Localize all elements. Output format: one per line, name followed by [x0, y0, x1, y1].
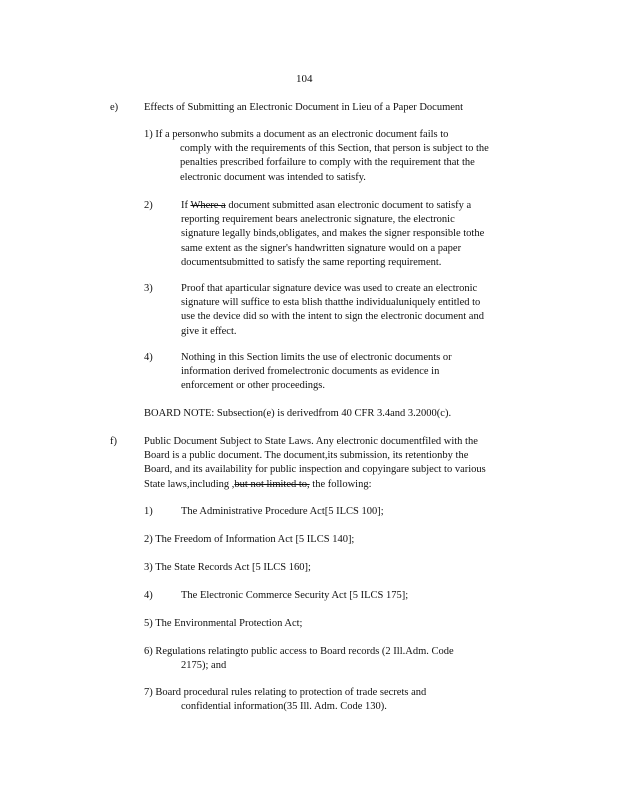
- section-e-item-2-number: 2): [144, 200, 153, 211]
- item-line: signature legally binds,obligates, and makes the signer responsible tothe: [181, 228, 485, 240]
- intro-line-part: State laws,including ,: [144, 478, 235, 490]
- page-number: 104: [296, 73, 313, 85]
- section-f-item-3: [144, 561, 311, 575]
- item-line: comply with the requirements of this Section, that person is subject to the: [180, 143, 489, 155]
- section-f-item-4-number: 4): [144, 590, 153, 601]
- item-line: 2175); and: [181, 660, 227, 672]
- item-line: documentsubmitted to satisfy the same reporting requirement.: [181, 256, 442, 268]
- section-e-item-3: [181, 282, 526, 339]
- intro-line: Public Document Subject to State Laws. Any electronic documentfiled with the: [144, 436, 478, 447]
- section-e-item-4-number: 4): [144, 352, 153, 363]
- item-number: 3): [144, 562, 153, 573]
- struck-text: but not limited to,: [234, 478, 310, 490]
- section-e-item-4: [181, 351, 501, 394]
- item-line: The Freedom of Information Act [5 ILCS 140];: [155, 534, 355, 545]
- section-f-item-1: The Administrative Procedure Act[5 ILCS 100];: [181, 506, 384, 517]
- item-line: penalties prescribed forfailure to comply with the requirement that the: [180, 157, 475, 169]
- item-line-part: If: [181, 200, 191, 211]
- section-f-item-2: [144, 533, 354, 547]
- intro-line-part: the following:: [309, 478, 372, 490]
- section-f-item-4: The Electronic Commerce Security Act [5 ILCS 175];: [181, 590, 409, 601]
- section-f-item-1-number: 1): [144, 506, 153, 517]
- item-line-part: document submitted asan electronic document to satisfy a: [225, 200, 472, 211]
- section-e-item-3-number: 3): [144, 283, 153, 294]
- item-number: 5): [144, 618, 153, 629]
- section-e-heading: Effects of Submitting an Electronic Document in Lieu of a Paper Document: [144, 102, 464, 113]
- item-line: The Environmental Protection Act;: [155, 618, 303, 629]
- intro-line: Board is a public document. The document,its submission, its retentionby the: [144, 450, 469, 462]
- item-line: give it effect.: [181, 325, 237, 337]
- item-line: same extent as the signer's handwritten signature would on a paper: [181, 242, 462, 254]
- item-number: 7): [144, 687, 153, 698]
- item-line: signature will suffice to esta blish thatthe individualuniquely entitled to: [181, 297, 481, 309]
- section-f-label: f): [110, 436, 117, 447]
- section-e-label: e): [110, 102, 119, 113]
- section-f-item-7: [144, 686, 504, 714]
- item-number: 6): [144, 646, 153, 657]
- item-line: Regulations relatingto public access to Board records (2 Ill.Adm. Code: [155, 646, 454, 657]
- item-line: enforcement or other proceedings.: [181, 380, 326, 392]
- item-number: 2): [144, 534, 153, 545]
- section-e-item-1: [144, 128, 536, 185]
- item-line: If a personwho submits a document as an electronic document fails to: [155, 129, 449, 140]
- intro-line: Board, and its availability for public inspection and copyingare subject to various: [144, 464, 486, 476]
- item-line: Nothing in this Section limits the use of electronic documents or: [181, 352, 452, 363]
- struck-text: Where a: [190, 200, 226, 211]
- board-note: BOARD NOTE: Subsection(e) is derivedfrom 40 CFR 3.4and 3.2000(c).: [144, 408, 452, 419]
- item-line: The State Records Act [5 ILCS 160];: [155, 562, 311, 573]
- item-line: information derived fromelectronic documents as evidence in: [181, 366, 440, 378]
- item-line: Board procedural rules relating to protection of trade secrets and: [155, 687, 427, 698]
- item-line: reporting requirement bears anelectronic signature, the electronic: [181, 214, 455, 226]
- item-line: Proof that aparticular signature device was used to create an electronic: [181, 283, 478, 294]
- item-line: confidential information(35 Ill. Adm. Code 130).: [181, 701, 387, 713]
- item-line: electronic document was intended to satisfy.: [180, 171, 366, 183]
- section-f-item-6: [144, 645, 504, 673]
- section-e-item-2: [181, 199, 521, 270]
- section-f-item-5: [144, 617, 302, 631]
- item-number: 1): [144, 129, 153, 140]
- item-line: use the device did so with the intent to sign the electronic document and: [181, 311, 484, 323]
- section-f-intro: [144, 435, 536, 492]
